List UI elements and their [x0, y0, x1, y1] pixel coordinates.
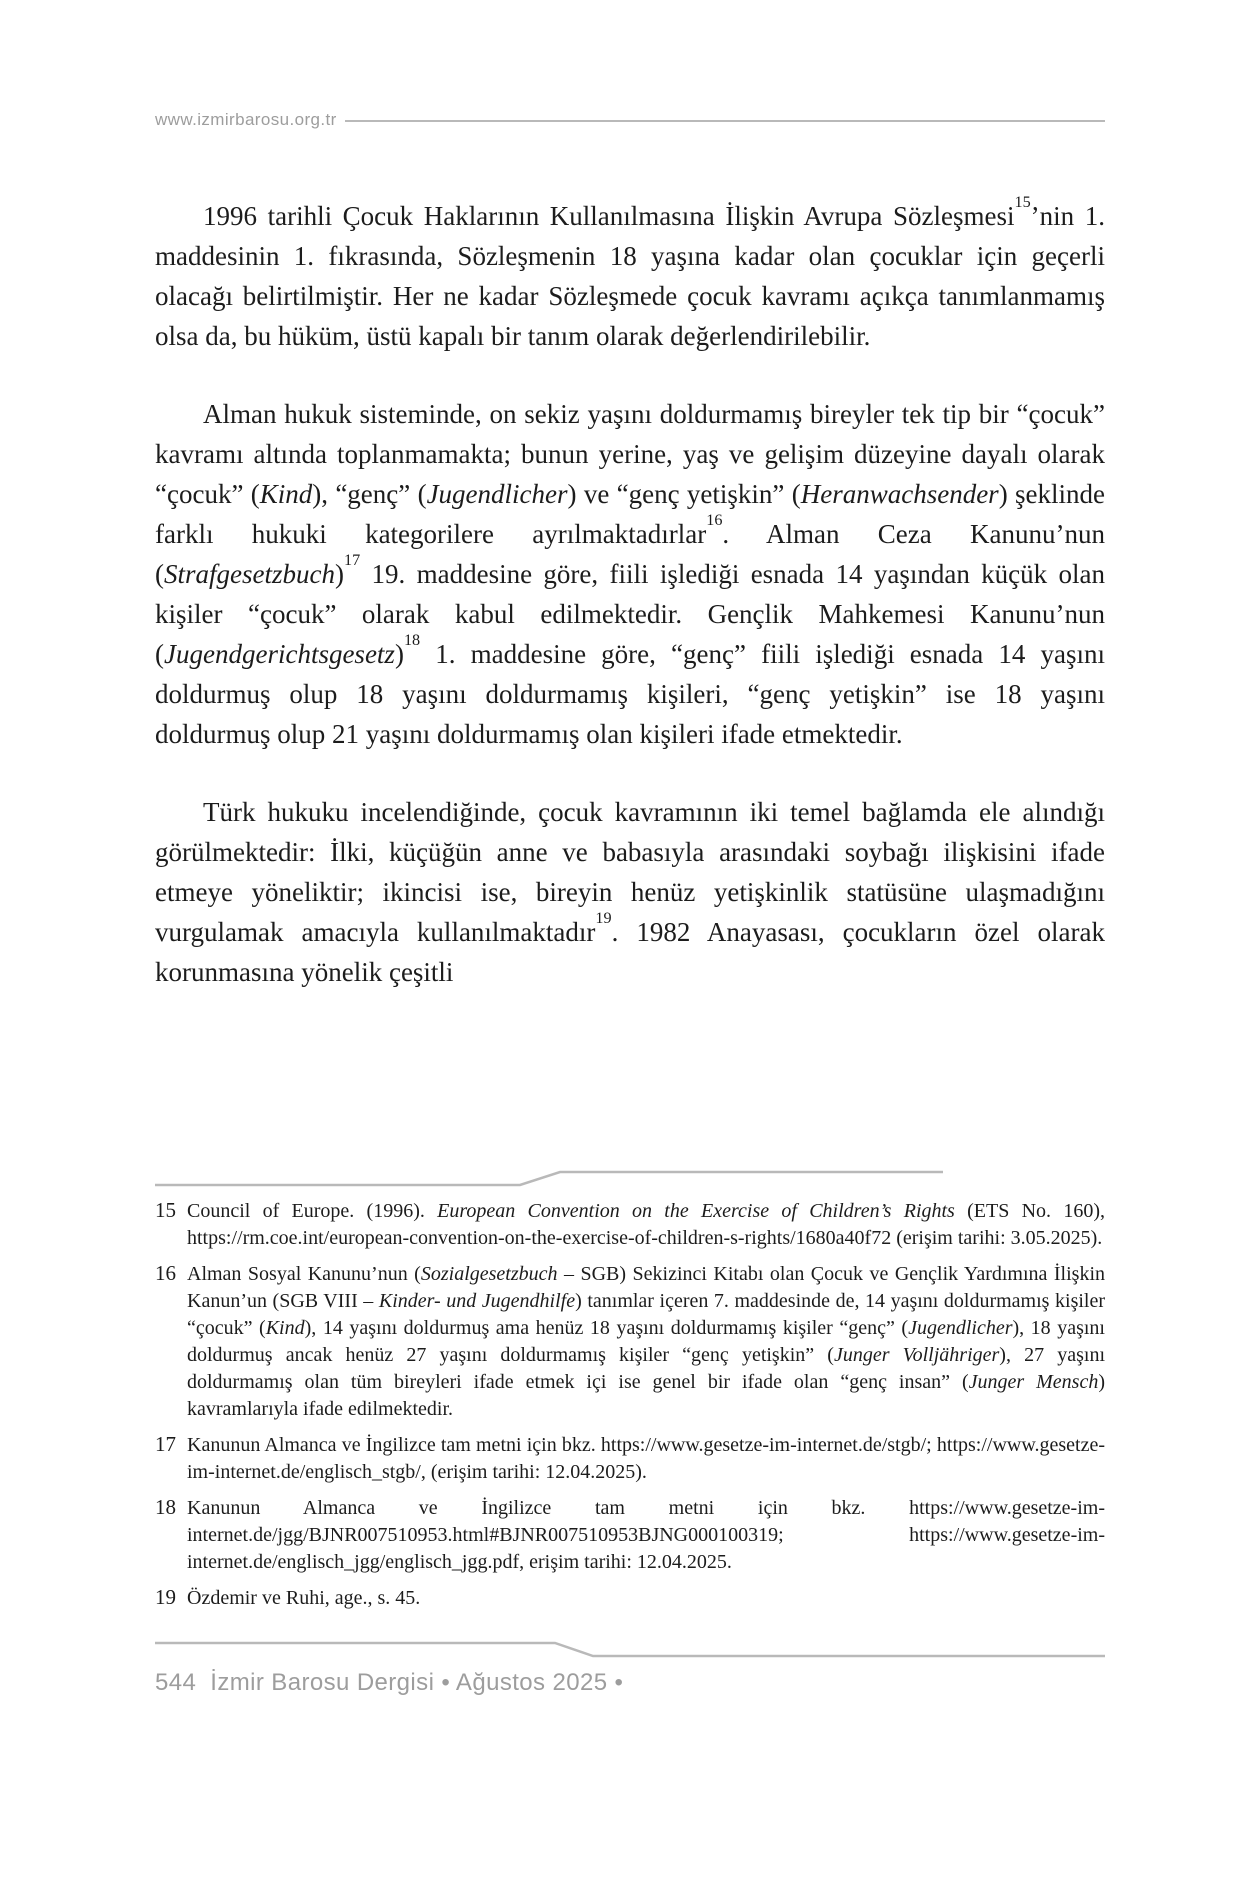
italic-text: Jugendlicher	[908, 1317, 1013, 1339]
text-run: Özdemir ve Ruhi, age., s. 45.	[187, 1587, 421, 1609]
footnote-reference: 18	[403, 631, 421, 650]
italic-text: Heranwachsender	[800, 479, 999, 509]
italic-text: Kind	[265, 1317, 305, 1339]
footnote-number: 17	[155, 1432, 176, 1456]
text-run: ) kavramlarıyla ifade edilmektedir.	[187, 1371, 1106, 1420]
italic-text: Junger Volljähriger	[833, 1344, 1000, 1366]
footnote-number: 16	[155, 1261, 176, 1285]
footnote-reference: 19	[595, 909, 612, 928]
footnote-item	[155, 1585, 1105, 1612]
footnote-item	[155, 1432, 1105, 1486]
page-header	[155, 110, 1105, 130]
italic-text: Junger Mensch	[968, 1371, 1099, 1393]
footnote-reference: 15	[1014, 193, 1031, 212]
text-run: Alman hukuk sisteminde, on sekiz yaşını doldurmamış bireyler tek tip bir “çocuk” kavramı altında toplanmamakta; bunun yerine, yaş ve gelişim düzeyine dayalı olarak “çocuk” (	[155, 399, 1105, 509]
text-run: ), “genç” (	[312, 479, 427, 509]
text-run: Alman Sosyal Kanunu’nun (	[187, 1263, 421, 1285]
text-run: – SGB) Sekizinci Kitabı olan Çocuk ve Gençlik Yardımına İlişkin Kanun’un (SGB VIII –	[187, 1263, 1106, 1312]
text-run: Kanunun Almanca ve İngilizce tam metni için bkz. https://www.gesetze-im-internet.de/stgb/; https://www.gesetze-im-internet.de/englisch_stgb/, (erişim tarihi: 12.04.2025).	[187, 1434, 1105, 1483]
text-run: ’nin 1. maddesinin 1. fıkrasında, Sözleşmenin 18 yaşına kadar olan çocuklar için geçerli olacağı belirtilmiştir. Her ne kadar Sözleşmede çocuk kavramı açıkça tanımlanmamış olsa da, bu hüküm, üstü kapalı bir tanım olarak değerlendirilebilir.	[155, 201, 1106, 351]
text-run: (ETS No. 160), https://rm.coe.int/european-convention-on-the-exercise-of-children-s-rights/1680a40f72 (erişim tarihi: 3.05.2025).	[187, 1200, 1105, 1249]
header-url: www.izmirbarosu.org.tr	[155, 110, 337, 129]
italic-text: Sozialgesetzbuch	[420, 1263, 558, 1285]
text-run: )	[334, 559, 344, 589]
footnote-text	[187, 1432, 1105, 1486]
text-run: ) ve “genç yetişkin” (	[567, 479, 801, 509]
body-text	[155, 193, 1106, 992]
text-run: ) şeklinde farklı hukuki kategorilere ayrılmaktadırlar	[155, 479, 1105, 549]
italic-text: Kinder- und Jugendhilfe	[378, 1290, 576, 1312]
footnote-item	[155, 1198, 1105, 1252]
footnotes-section	[155, 1198, 1105, 1621]
journal-title: İzmir Barosu Dergisi • Ağustos 2025 •	[210, 1669, 624, 1696]
header-rule	[345, 120, 1105, 122]
page-number: 544	[155, 1669, 197, 1696]
italic-text: Kind	[259, 479, 313, 509]
text-run: 1. maddesine göre, “genç” fiili işlediği esnada 14 yaşını doldurmuş olup 18 yaşını doldurmamış kişileri, “genç yetişkin” ise 18 yaşını doldurmuş olup 21 yaşını doldurmamış olan kişileri ifade etmektedir.	[155, 639, 1105, 749]
body-paragraph-2	[155, 394, 1105, 754]
text-run: ), 18 yaşını doldurmuş ancak henüz 27 yaşını doldurmamış kişiler “genç yetişkin” (	[187, 1317, 1105, 1366]
footnote-number: 19	[155, 1585, 176, 1609]
footnote-text	[187, 1198, 1105, 1252]
text-run: 1996 tarihli Çocuk Haklarının Kullanılmasına İlişkin Avrupa Sözleşmesi	[203, 201, 1015, 231]
text-run: . Alman Ceza Kanunu’nun (	[155, 519, 1105, 589]
footnote-text	[187, 1261, 1105, 1423]
footnote-reference: 17	[343, 551, 361, 570]
body-paragraph-3	[155, 792, 1105, 992]
text-run: Council of Europe. (1996).	[187, 1200, 438, 1222]
italic-text: European Convention on the Exercise of Children’s Rights	[437, 1200, 955, 1222]
text-run: ), 14 yaşını doldurmuş ama henüz 18 yaşını doldurmamış kişiler “genç” (	[304, 1317, 909, 1339]
text-run: Kanunun Almanca ve İngilizce tam metni için bkz. https://www.gesetze-im-internet.de/jgg/BJNR007510953.html#BJNR007510953BJNG000100319; https://www.gesetze-im-internet.de/englisch_jgg/englisch_jgg.pdf, erişim tarihi: 12.04.2025.	[187, 1497, 1105, 1573]
body-paragraph-1	[155, 193, 1106, 356]
italic-text: Jugendlicher	[426, 479, 568, 509]
page-footer	[155, 1641, 1105, 1697]
text-run: )	[394, 639, 404, 669]
text-run: ), 27 yaşını doldurmamış olan tüm bireyleri ifade etmek içi ise genel bir ifade olan “genç insan” (	[187, 1344, 1105, 1393]
footer-rule	[155, 1641, 1105, 1659]
footnote-reference: 16	[706, 511, 723, 530]
text-run: ) tanımlar içeren 7. maddesinde de, 14 yaşını doldurmamış kişiler “çocuk” (	[187, 1290, 1106, 1339]
footnote-number: 15	[155, 1198, 176, 1222]
footnote-separator	[155, 1168, 1105, 1190]
italic-text: Strafgesetzbuch	[164, 559, 335, 589]
text-run: Türk hukuku incelendiğinde, çocuk kavramının iki temel bağlamda ele alındığı görülmektedir: İlki, küçüğün anne ve babasıyla arasındaki soybağı ilişkisini ifade etmeye yöneliktir; ikincisi ise, bireyin henüz yetişkinlik statüsüne ulaşmadığını vurgulamak amacıyla kullanılmaktadır	[155, 797, 1105, 947]
footnote-number: 18	[155, 1495, 176, 1519]
footnote-item	[155, 1261, 1105, 1423]
italic-text: Jugendgerichtsgesetz	[164, 639, 395, 669]
footnote-text	[187, 1495, 1105, 1576]
footnote-text	[187, 1585, 1105, 1612]
text-run: 19. maddesine göre, fiili işlediği esnada 14 yaşından küçük olan kişiler “çocuk” olarak kabul edilmektedir. Gençlik Mahkemesi Kanunu’nun (	[155, 559, 1105, 669]
footnote-item	[155, 1495, 1105, 1576]
text-run: . 1982 Anayasası, çocukların özel olarak korunmasına yönelik çeşitli	[155, 917, 1105, 987]
